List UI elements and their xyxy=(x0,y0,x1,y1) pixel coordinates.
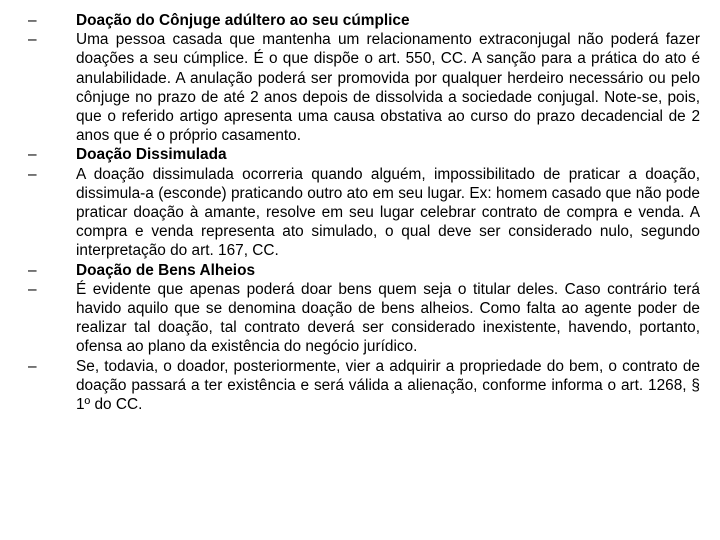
heading-text: Doação do Cônjuge adúltero ao seu cúmplice xyxy=(76,12,410,29)
list-item-heading-dissimulated xyxy=(28,145,700,164)
bullet-dash: – xyxy=(28,280,37,298)
heading-text: Doação de Bens Alheios xyxy=(76,261,256,279)
list-item-paragraph xyxy=(28,30,700,145)
list-item-paragraph xyxy=(28,357,700,415)
list-item-heading-foreign-goods xyxy=(28,261,700,280)
list-item-paragraph xyxy=(28,280,700,357)
paragraph-text: Uma pessoa casada que mantenha um relacionamento extraconjugal não poderá fazer doações a seu cúmplice. É o que dispõe o art. 550, CC. A sanção para a prática do ato é anulabilidade. A anulação poderá ser promovida por qualquer herdeiro necessário ou pelo cônjuge no prazo de até 2 anos depois de dissolvida a sociedade conjugal. Note-se, pois, que o referido artigo apresenta uma causa obstativa ao curso do prazo decadencial de 2 anos que é o próprio casamento. xyxy=(76,31,700,145)
paragraph-text: A doação dissimulada ocorreria quando alguém, impossibilitado de praticar a doação, dissimula-a (esconde) praticando outro ato em seu lugar. Ex: homem casado que não pode praticar doação à amante, resolve em seu lugar celebrar contrato de compra e venda. A compra e venda representa ato simulado, o qual deve ser considerado nulo, segundo interpretação do art. 167, CC. xyxy=(76,165,700,260)
bullet-dash: – xyxy=(28,146,37,164)
bullet-dash: – xyxy=(28,261,37,279)
bullet-dash: – xyxy=(28,165,37,183)
bullet-list xyxy=(28,11,700,414)
heading-text: Doação Dissimulada xyxy=(76,146,227,164)
paragraph-text: Se, todavia, o doador, posteriormente, vier a adquirir a propriedade do bem, o contrato de doação passará a ter existência e será válida a alienação, conforme informa o art. 1268, § 1º do CC. xyxy=(76,357,700,414)
list-item-paragraph xyxy=(28,165,700,261)
paragraph-text: É evidente que apenas poderá doar bens quem seja o titular deles. Caso contrário terá havido aquilo que se denomina doação de bens alheios. Como falta ao agente poder de realizar tal doação, tal contrato deverá ser considerado inexistente, havendo, portanto, ofensa ao plano da existência do negócio jurídico. xyxy=(76,280,700,356)
list-item-heading-adultery xyxy=(28,11,700,30)
bullet-dash: – xyxy=(28,31,37,49)
bullet-dash: – xyxy=(28,357,37,375)
bullet-dash: – xyxy=(28,12,37,29)
